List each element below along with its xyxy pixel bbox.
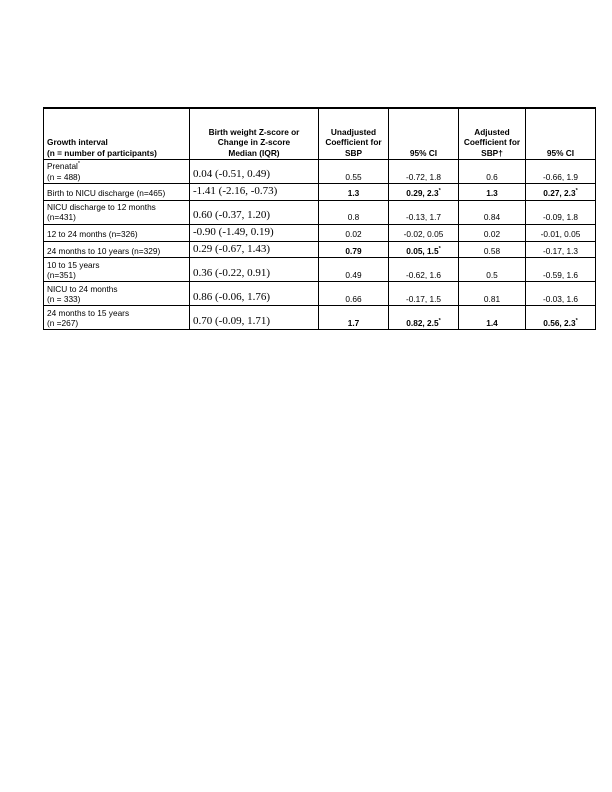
median-iqr-value: -1.41 (-2.16, -0.73) — [193, 185, 278, 197]
adjusted-coefficient-cell — [459, 184, 526, 201]
growth-interval-cell — [44, 200, 190, 224]
table-row — [44, 200, 596, 224]
adjusted-coefficient-cell — [459, 282, 526, 306]
ci-unadjusted-value: -0.62, 1.6 — [405, 269, 442, 280]
ci-adjusted-value: 0.56, 2.3 — [543, 317, 576, 328]
median-iqr-cell — [190, 258, 319, 282]
ci-unadjusted-value: 0.82, 2.5 — [406, 317, 439, 328]
header-adj-line-1: Adjusted — [474, 126, 510, 137]
median-iqr-value: 0.04 (-0.51, 0.49) — [193, 168, 270, 181]
unadjusted-coefficient-cell — [319, 160, 389, 184]
ci-adjusted-cell — [526, 241, 596, 258]
growth-interval-cell — [44, 241, 190, 258]
significance-marker: * — [438, 188, 441, 195]
growth-interval-line: NICU discharge to 12 months — [47, 202, 156, 213]
table-row — [44, 241, 596, 258]
adjusted-coefficient-cell — [459, 258, 526, 282]
growth-interval-table — [43, 107, 596, 330]
unadjusted-coefficient-value: 0.66 — [345, 293, 362, 304]
unadjusted-coefficient-value: 1.3 — [347, 188, 360, 199]
growth-interval-cell — [44, 282, 190, 306]
header-median-iqr — [190, 108, 319, 160]
header-median-line-2: Change in Z-score — [217, 137, 291, 148]
header-unadjusted-coefficient — [319, 108, 389, 160]
ci-unadjusted-cell — [389, 241, 459, 258]
significance-marker: * — [438, 246, 441, 253]
unadjusted-coefficient-value: 0.02 — [345, 229, 362, 240]
growth-interval-line: 24 months to 15 years — [47, 307, 130, 318]
median-iqr-cell — [190, 224, 319, 241]
significance-marker: * — [438, 318, 441, 325]
ci-adjusted-cell — [526, 160, 596, 184]
growth-interval-line: Birth to NICU discharge (n=465) — [47, 188, 166, 199]
header-interval-line-2: (n = number of participants) — [47, 147, 157, 158]
median-iqr-cell — [190, 241, 319, 258]
header-95ci-unadjusted — [389, 108, 459, 160]
growth-interval-line: 12 to 24 months (n=326) — [47, 229, 138, 240]
median-iqr-cell — [190, 184, 319, 201]
ci-adjusted-value: -0.17, 1.3 — [542, 245, 579, 256]
ci-adjusted-value: -0.59, 1.6 — [542, 269, 579, 280]
unadjusted-coefficient-value: 0.8 — [347, 212, 360, 223]
header-median-line-3: Median (IQR) — [228, 147, 280, 158]
footnote-marker: * — [77, 161, 81, 168]
header-interval-line-1: Growth interval — [47, 137, 108, 148]
header-growth-interval — [44, 108, 190, 160]
header-adjusted-coefficient — [459, 108, 526, 160]
unadjusted-coefficient-cell — [319, 241, 389, 258]
median-iqr-cell — [190, 306, 319, 330]
unadjusted-coefficient-cell — [319, 184, 389, 201]
growth-interval-line: NICU to 24 months — [47, 283, 118, 294]
ci-unadjusted-cell — [389, 224, 459, 241]
ci-adjusted-cell — [526, 184, 596, 201]
adjusted-coefficient-cell — [459, 224, 526, 241]
header-unadj-line-1: Unadjusted — [330, 126, 377, 137]
ci-adjusted-cell — [526, 258, 596, 282]
adjusted-coefficient-value: 0.58 — [483, 245, 501, 256]
table-row — [44, 224, 596, 241]
growth-interval-line: (n=431) — [47, 212, 76, 223]
significance-marker: * — [575, 188, 578, 195]
header-adj-line-3: SBP† — [481, 147, 503, 158]
growth-interval-line: 24 months to 10 years (n=329) — [47, 245, 161, 256]
ci-adjusted-value: -0.09, 1.8 — [542, 212, 579, 223]
growth-interval-line: (n = 488) — [47, 171, 81, 182]
unadjusted-coefficient-value: 0.79 — [345, 245, 362, 256]
table-row — [44, 258, 596, 282]
median-iqr-value: 0.60 (-0.37, 1.20) — [193, 209, 270, 221]
unadjusted-coefficient-cell — [319, 224, 389, 241]
adjusted-coefficient-value: 0.6 — [486, 171, 498, 182]
growth-interval-line-wrap — [47, 161, 186, 171]
header-unadj-line-2: Coefficient for — [325, 137, 382, 148]
growth-interval-cell — [44, 160, 190, 184]
ci-unadjusted-value: -0.72, 1.8 — [405, 171, 442, 182]
growth-interval-cell — [44, 258, 190, 282]
table-row — [44, 306, 596, 330]
ci-unadjusted-value: -0.13, 1.7 — [405, 212, 442, 223]
unadjusted-coefficient-value: 0.55 — [345, 171, 362, 182]
median-iqr-cell — [190, 160, 319, 184]
median-iqr-value: 0.70 (-0.09, 1.71) — [193, 314, 270, 327]
ci-unadjusted-cell — [389, 306, 459, 330]
growth-interval-line: (n=351) — [47, 269, 76, 280]
ci-adjusted-value: -0.66, 1.9 — [542, 171, 579, 182]
significance-marker: * — [575, 318, 578, 325]
unadjusted-coefficient-cell — [319, 282, 389, 306]
ci-adjusted-cell — [526, 200, 596, 224]
median-iqr-cell — [190, 282, 319, 306]
unadjusted-coefficient-cell — [319, 306, 389, 330]
ci-adjusted-value: -0.03, 1.6 — [542, 293, 579, 304]
ci-unadjusted-cell — [389, 200, 459, 224]
adjusted-coefficient-value: 1.3 — [486, 188, 498, 199]
ci-unadjusted-value: 0.29, 2.3 — [406, 188, 439, 199]
table-row — [44, 282, 596, 306]
unadjusted-coefficient-cell — [319, 258, 389, 282]
header-adj-line-2: Coefficient for — [463, 137, 521, 148]
adjusted-coefficient-value: 0.81 — [483, 293, 501, 304]
ci-unadjusted-cell — [389, 258, 459, 282]
median-iqr-value: -0.90 (-1.49, 0.19) — [193, 225, 274, 238]
adjusted-coefficient-value: 0.02 — [483, 229, 501, 240]
adjusted-coefficient-value: 0.5 — [486, 269, 498, 280]
ci-unadjusted-value: 0.05, 1.5 — [406, 245, 439, 256]
table-body — [44, 160, 596, 330]
growth-interval-line: 10 to 15 years — [47, 259, 100, 270]
unadjusted-coefficient-value: 0.49 — [345, 269, 362, 280]
growth-interval-cell — [44, 306, 190, 330]
header-median-line-1: Birth weight Z-score or — [208, 126, 300, 137]
header-row — [44, 108, 596, 160]
median-iqr-value: 0.36 (-0.22, 0.91) — [193, 266, 270, 279]
table-row — [44, 184, 596, 201]
table-row — [44, 160, 596, 184]
adjusted-coefficient-value: 0.84 — [483, 212, 501, 223]
adjusted-coefficient-cell — [459, 200, 526, 224]
growth-interval-cell — [44, 224, 190, 241]
adjusted-coefficient-cell — [459, 160, 526, 184]
ci-unadjusted-cell — [389, 282, 459, 306]
ci-adjusted-value: 0.27, 2.3 — [543, 188, 576, 199]
ci-adjusted-cell — [526, 306, 596, 330]
ci-unadjusted-cell — [389, 184, 459, 201]
ci-adjusted-value: -0.01, 0.05 — [540, 229, 581, 240]
median-iqr-value: 0.86 (-0.06, 1.76) — [193, 290, 270, 303]
header-unadj-line-3: SBP — [344, 147, 363, 158]
ci-unadjusted-value: -0.02, 0.05 — [403, 229, 444, 240]
median-iqr-value: 0.29 (-0.67, 1.43) — [193, 242, 270, 255]
unadjusted-coefficient-cell — [319, 200, 389, 224]
header-ci1-label: 95% CI — [409, 147, 438, 158]
growth-interval-line: (n =267) — [47, 317, 79, 328]
ci-adjusted-cell — [526, 282, 596, 306]
adjusted-coefficient-cell — [459, 306, 526, 330]
header-95ci-adjusted — [526, 108, 596, 160]
growth-interval-line: Prenatal — [47, 161, 78, 172]
adjusted-coefficient-value: 1.4 — [486, 317, 498, 328]
growth-interval-line: (n = 333) — [47, 293, 81, 304]
ci-unadjusted-value: -0.17, 1.5 — [405, 293, 442, 304]
unadjusted-coefficient-value: 1.7 — [347, 317, 360, 328]
growth-interval-cell — [44, 184, 190, 201]
median-iqr-cell — [190, 200, 319, 224]
adjusted-coefficient-cell — [459, 241, 526, 258]
ci-unadjusted-cell — [389, 160, 459, 184]
header-ci2-label: 95% CI — [546, 147, 575, 158]
ci-adjusted-cell — [526, 224, 596, 241]
